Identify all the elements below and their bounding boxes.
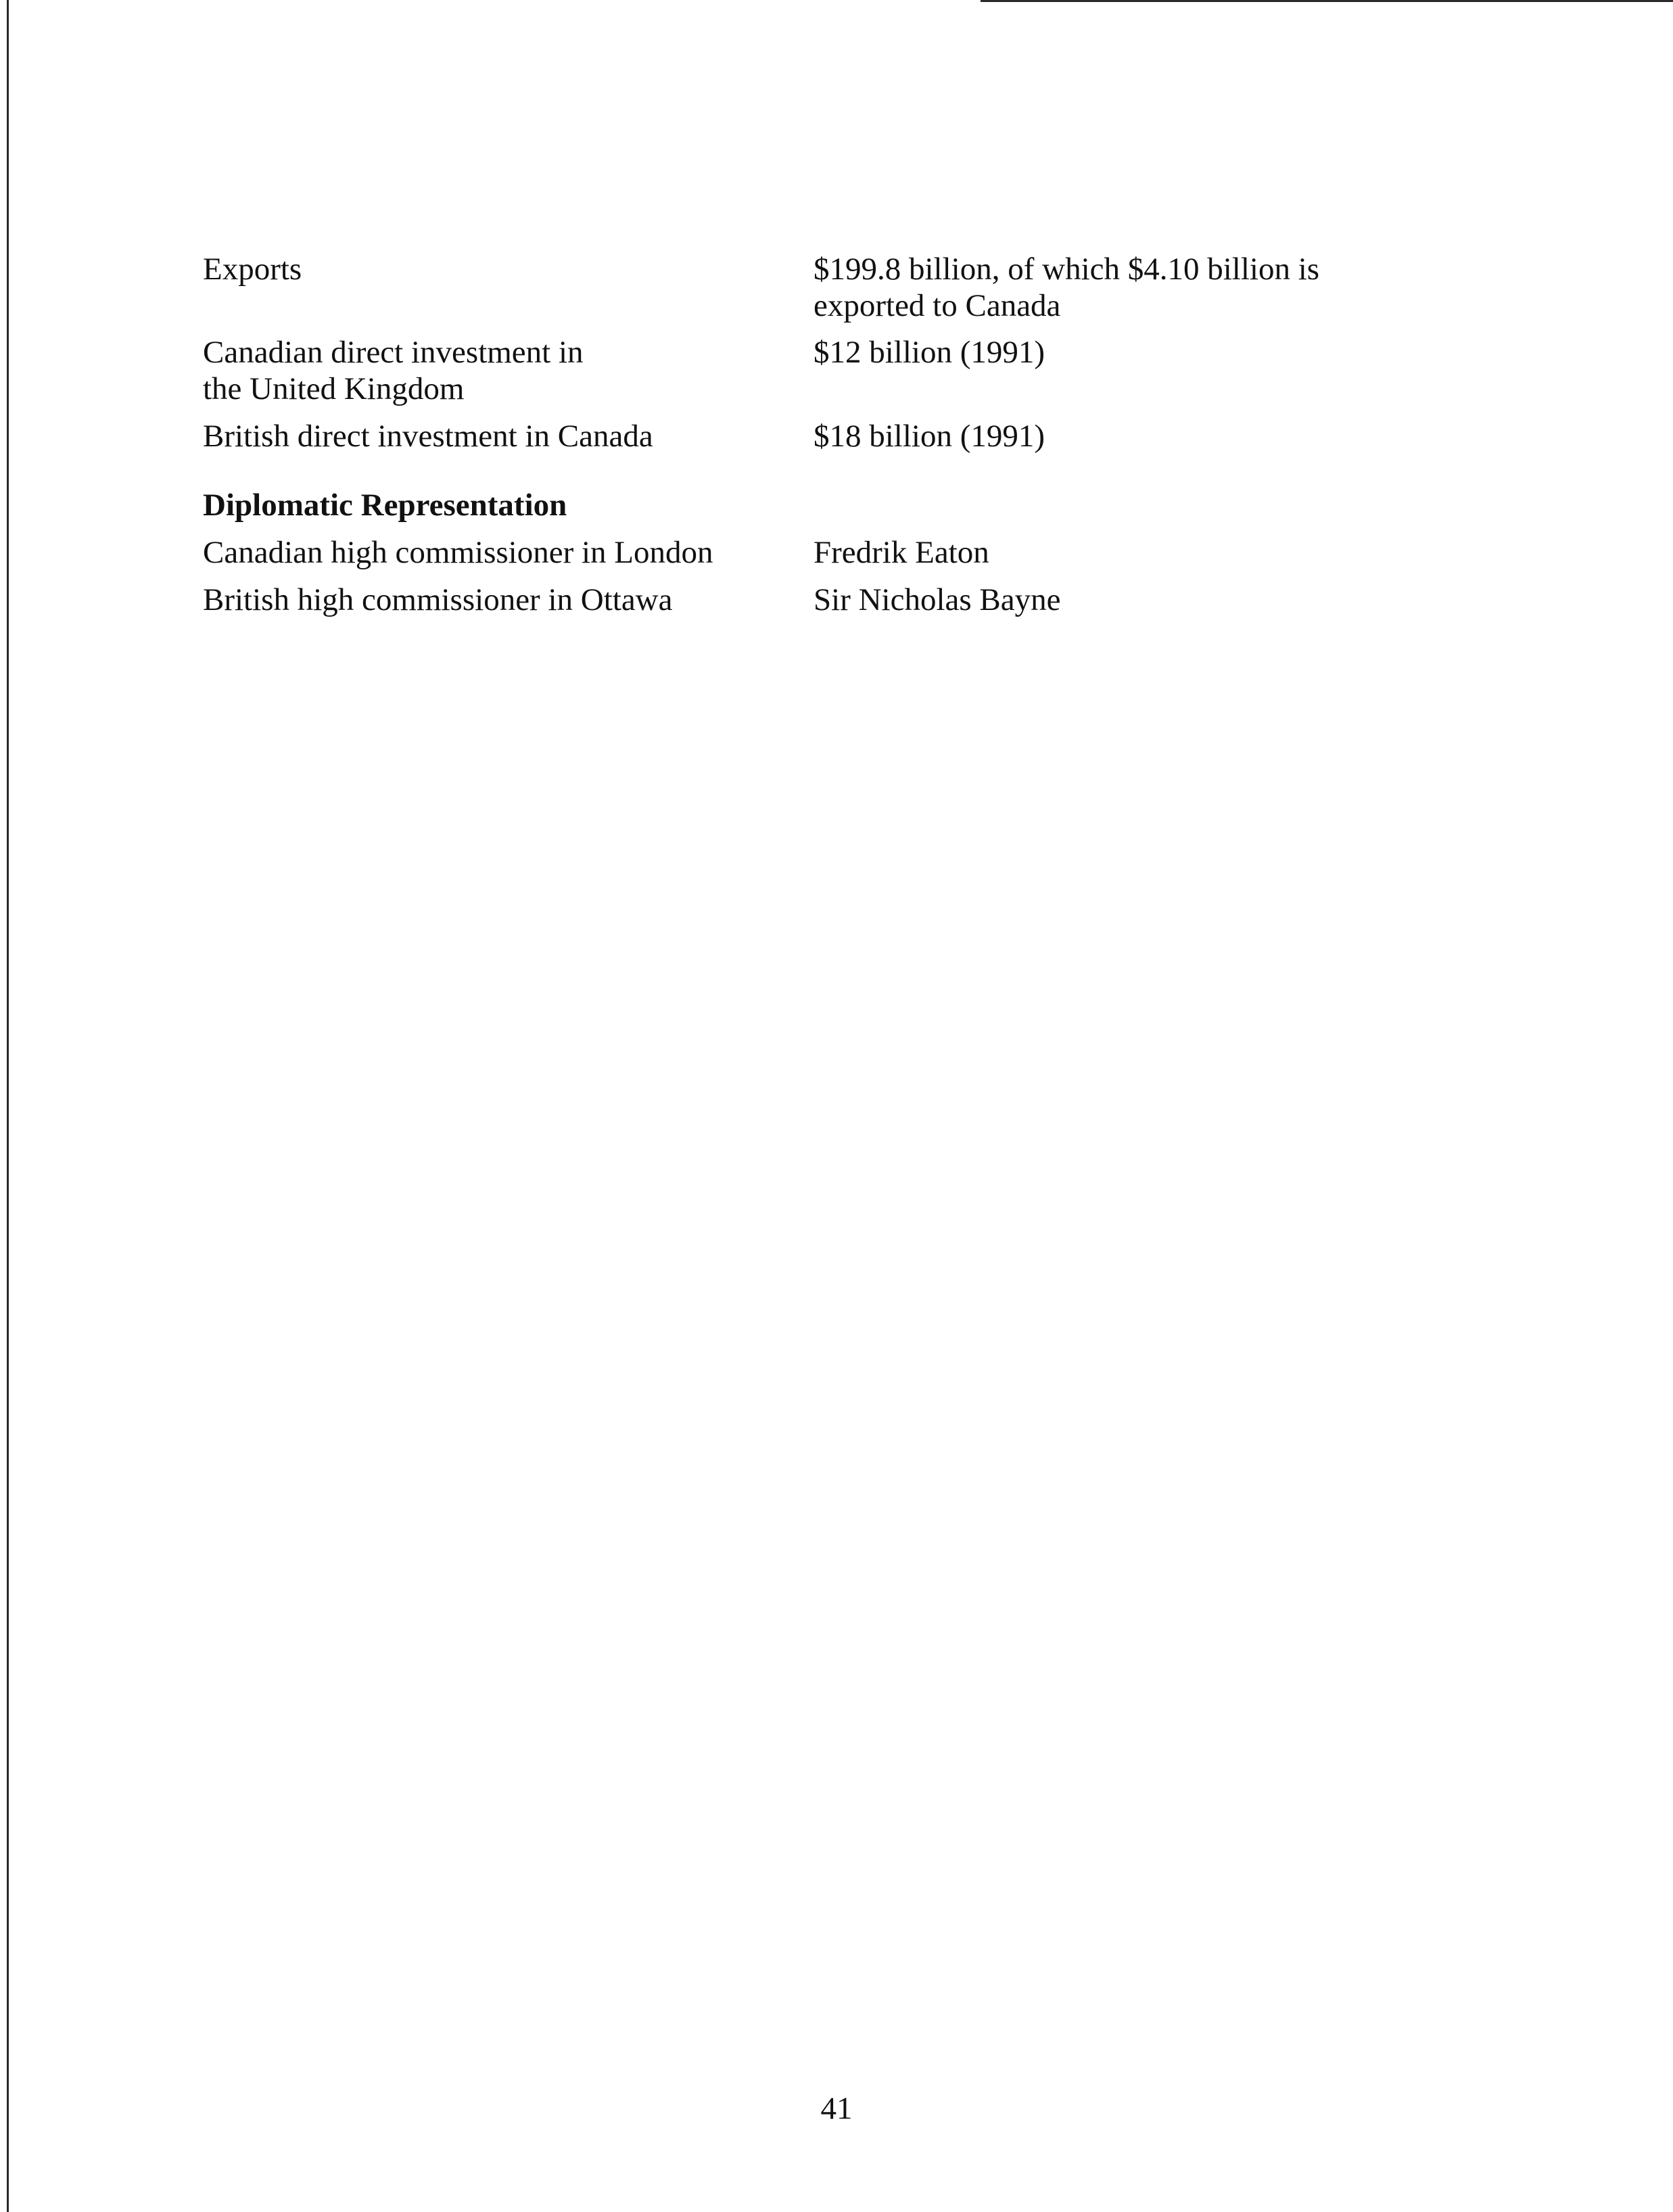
british-investment-label: British direct investment in Canada (203, 419, 653, 454)
british-commissioner-label: British high commissioner in Ottawa (203, 582, 673, 617)
diplomatic-representation-heading: Diplomatic Representation (203, 488, 567, 523)
exports-label: Exports (203, 252, 302, 287)
page-edge-left (7, 0, 9, 2212)
exports-value-line2: exported to Canada (814, 288, 1061, 323)
canadian-investment-label-line1: Canadian direct investment in (203, 335, 584, 370)
page-number: 41 (820, 2091, 853, 2126)
exports-value-line1: $199.8 billion, of which $4.10 billion is (814, 252, 1320, 287)
page-edge-top (981, 0, 1673, 2)
british-investment-value: $18 billion (1991) (814, 419, 1045, 454)
canadian-commissioner-label: Canadian high commissioner in London (203, 535, 713, 570)
canadian-commissioner-value: Fredrik Eaton (814, 535, 989, 570)
british-commissioner-value: Sir Nicholas Bayne (814, 582, 1061, 617)
canadian-investment-label-line2: the United Kingdom (203, 371, 465, 406)
canadian-investment-value: $12 billion (1991) (814, 335, 1045, 370)
